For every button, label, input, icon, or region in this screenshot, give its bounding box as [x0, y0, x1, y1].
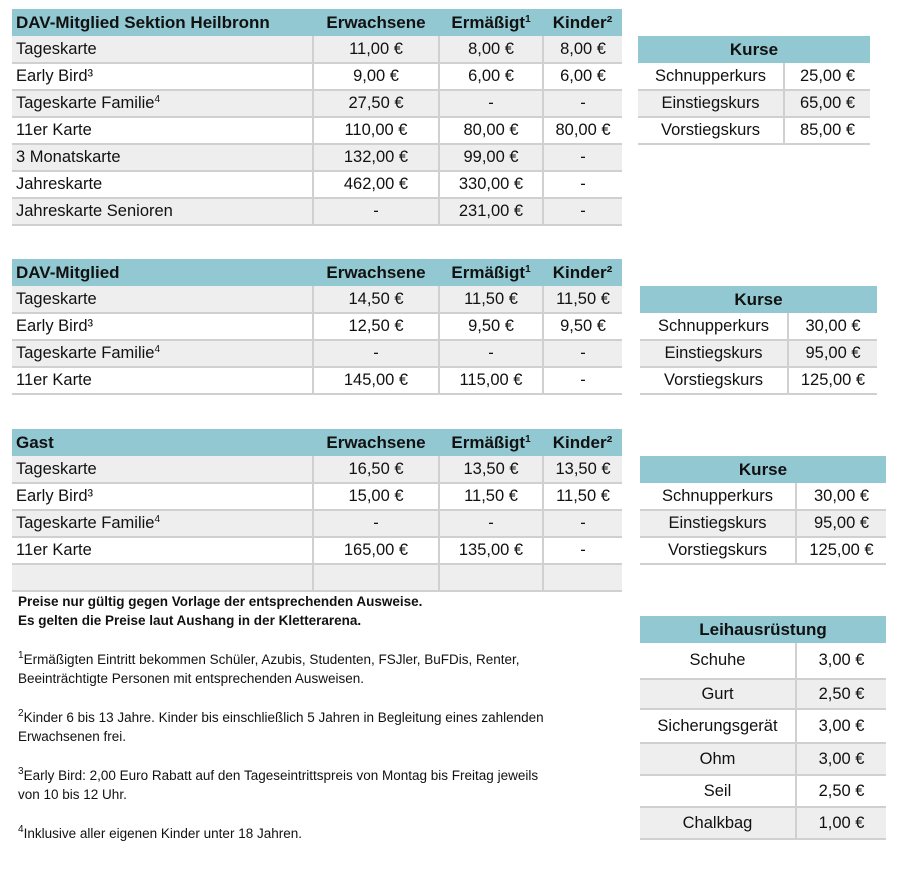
kurse-table-3 — [640, 456, 886, 565]
notes-section — [18, 592, 544, 843]
col-erwachsene: Erwachsene — [313, 429, 439, 456]
table-row: Jahreskarte Senioren - 231,00 € - — [12, 198, 622, 225]
price-table-sektion-heilbronn — [12, 9, 622, 226]
table-row: Tageskarte Familie$^4$ - - - — [12, 510, 622, 537]
col-ermaessigt: Ermäßigt$^1$ — [439, 9, 543, 36]
list-item: Vorstiegskurs 125,00 € — [640, 367, 877, 394]
table-row: Tageskarte 14,50 € 11,50 € 11,50 € — [12, 286, 622, 313]
list-item: Vorstiegskurs 125,00 € — [640, 537, 886, 564]
footnote-2-cont: Erwachsenen frei. — [18, 729, 127, 744]
list-item: Sicherungsgerät 3,00 € — [640, 709, 886, 743]
kurse-table-2 — [640, 286, 877, 395]
table-row: 11er Karte 145,00 € 115,00 € - — [12, 367, 622, 394]
col-erwachsene: Erwachsene — [313, 259, 439, 286]
table-row-empty — [12, 564, 622, 591]
list-item: Einstiegskurs 95,00 € — [640, 340, 877, 367]
table-title: DAV-Mitglied — [12, 259, 313, 286]
table-header — [12, 259, 622, 286]
kurse-title: Kurse — [640, 456, 886, 483]
footnote-1-cont: Beeinträchtigte Personen mit entsprechenden Ausweisen. — [18, 671, 364, 686]
footnote-2: $^2$Kinder 6 bis 13 Jahre. Kinder bis einschließlich 5 Jahren in Begleitung eines zahlenden — [18, 708, 544, 725]
table-header — [12, 9, 622, 36]
note-bold-1: Preise nur gültig gegen Vorlage der entsprechenden Ausweise. — [18, 594, 423, 609]
col-erwachsene: Erwachsene — [313, 9, 439, 36]
list-item: Vorstiegskurs 85,00 € — [638, 117, 870, 144]
col-kinder: Kinder² — [543, 259, 622, 286]
price-table-gast — [12, 429, 622, 592]
col-ermaessigt: Ermäßigt$^1$ — [439, 259, 543, 286]
table-row: Jahreskarte 462,00 € 330,00 € - — [12, 171, 622, 198]
col-ermaessigt: Ermäßigt$^1$ — [439, 429, 543, 456]
list-item: Einstiegskurs 95,00 € — [640, 510, 886, 537]
table-row: Tageskarte 16,50 € 13,50 € 13,50 € — [12, 456, 622, 483]
table-header — [12, 429, 622, 456]
footnote-3-cont: von 10 bis 12 Uhr. — [18, 787, 127, 802]
kurse-title: Kurse — [638, 36, 870, 63]
table-row: Early Bird³ 9,00 € 6,00 € 6,00 € — [12, 63, 622, 90]
table-row: Tageskarte 11,00 € 8,00 € 8,00 € — [12, 36, 622, 63]
list-item: Ohm 3,00 € — [640, 743, 886, 775]
list-item: Schnupperkurs 30,00 € — [640, 313, 877, 340]
table-row: 3 Monatskarte 132,00 € 99,00 € - — [12, 144, 622, 171]
leih-title: Leihausrüstung — [640, 616, 886, 643]
kurse-table-1 — [638, 36, 870, 145]
list-item: Schuhe 3,00 € — [640, 643, 886, 679]
price-table-dav-mitglied — [12, 259, 622, 395]
note-bold-2: Es gelten die Preise laut Aushang in der Kletterarena. — [18, 613, 362, 628]
footnote-3: $^3$Early Bird: 2,00 Euro Rabatt auf den Tageseintrittspreis von Montag bis Freitag jeweils — [18, 766, 539, 783]
list-item: Chalkbag 1,00 € — [640, 807, 886, 839]
kurse-title: Kurse — [640, 286, 877, 313]
col-kinder: Kinder² — [543, 9, 622, 36]
list-item: Einstiegskurs 65,00 € — [638, 90, 870, 117]
list-item: Schnupperkurs 30,00 € — [640, 483, 886, 510]
table-row: 11er Karte 110,00 € 80,00 € 80,00 € — [12, 117, 622, 144]
table-row: Early Bird³ 12,50 € 9,50 € 9,50 € — [12, 313, 622, 340]
footnote-1: $^1$Ermäßigten Eintritt bekommen Schüler, Azubis, Studenten, FSJler, BuFDis, Renter, — [18, 650, 520, 667]
table-title: DAV-Mitglied Sektion Heilbronn — [12, 9, 313, 36]
table-title: Gast — [12, 429, 313, 456]
footnote-4: $^4$Inklusive aller eigenen Kinder unter 18 Jahren. — [18, 824, 302, 841]
leihausruestung-table — [640, 616, 886, 840]
list-item: Schnupperkurs 25,00 € — [638, 63, 870, 90]
list-item: Seil 2,50 € — [640, 775, 886, 807]
table-row: Tageskarte Familie$^4$ 27,50 € - - — [12, 90, 622, 117]
table-row: Early Bird³ 15,00 € 11,50 € 11,50 € — [12, 483, 622, 510]
col-kinder: Kinder² — [543, 429, 622, 456]
list-item: Gurt 2,50 € — [640, 679, 886, 709]
table-row: Tageskarte Familie$^4$ - - - — [12, 340, 622, 367]
table-row: 11er Karte 165,00 € 135,00 € - — [12, 537, 622, 564]
